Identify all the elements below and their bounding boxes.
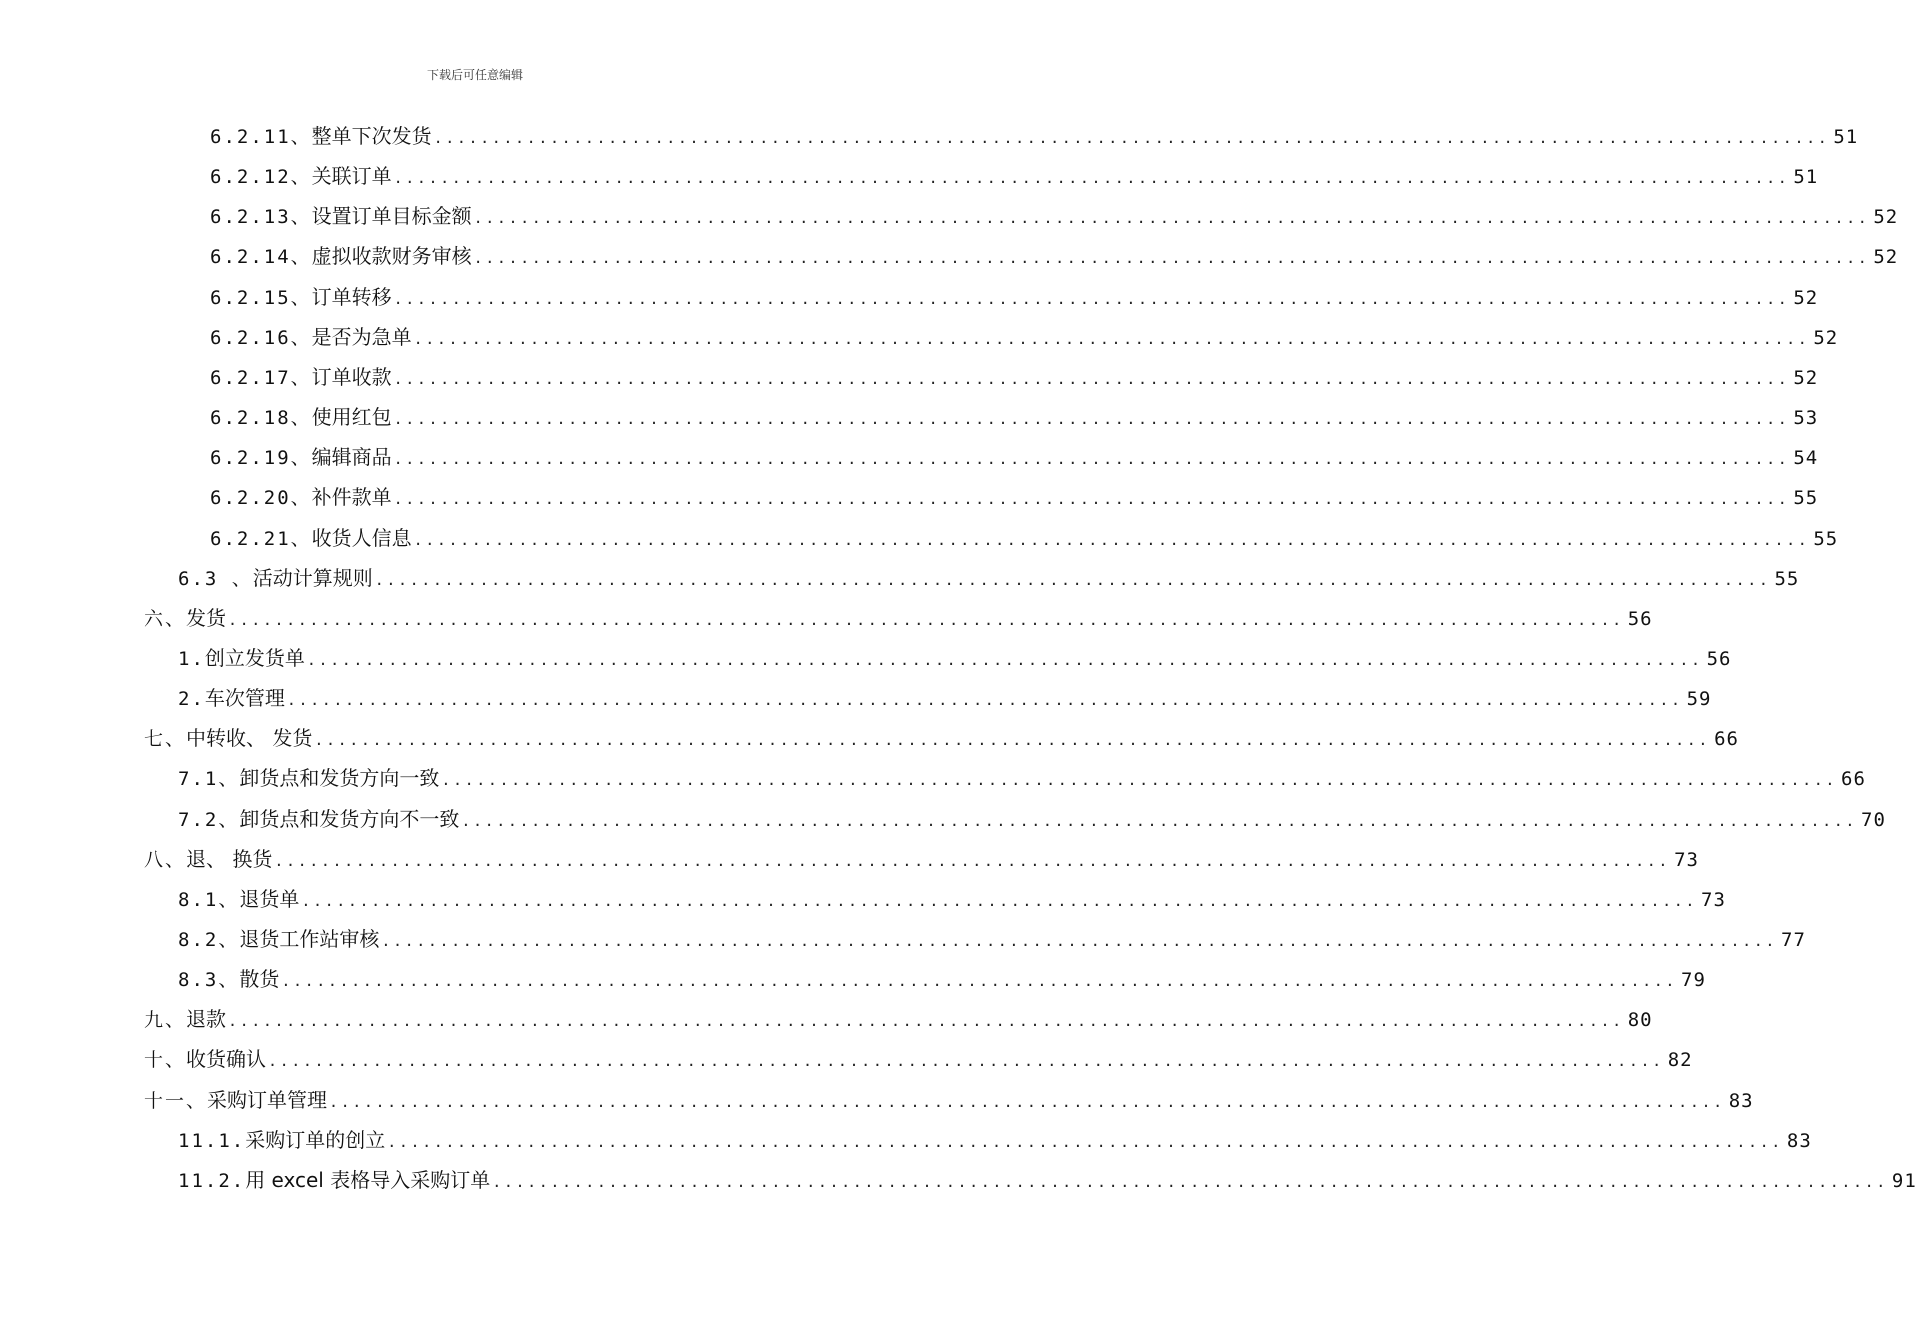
toc-entry-title: 散货	[239, 967, 280, 992]
toc-entry[interactable]	[178, 1160, 1917, 1200]
toc-dot-leader: ........................................................................................................................	[329, 1092, 1725, 1111]
toc-dot-leader: ........................................................................................................................	[461, 811, 1858, 830]
toc-dot-leader: ........................................................................................................................	[286, 691, 1683, 710]
toc-entry-page-number: 77	[1781, 929, 1806, 951]
toc-entry[interactable]	[210, 437, 1819, 477]
toc-dot-leader: ........................................................................................................................	[268, 1052, 1664, 1071]
toc-dot-leader: ........................................................................................................................	[473, 209, 1870, 228]
toc-dot-leader: ........................................................................................................................	[374, 570, 1771, 589]
toc-entry-title: 整单下次发货	[311, 124, 432, 148]
toc-entry-title: 订单收款	[311, 364, 392, 389]
toc-entry-title: 订单转移	[311, 284, 392, 309]
toc-entry-title: 是否为急单	[311, 324, 412, 349]
toc-dot-leader: ........................................................................................................................	[301, 891, 1698, 910]
toc-entry-number: 8.3、	[178, 969, 240, 992]
toc-entry[interactable]	[178, 959, 1706, 999]
toc-entry-number: 11.2.	[178, 1169, 246, 1192]
toc-entry[interactable]	[178, 758, 1866, 798]
toc-dot-leader: ........................................................................................................................	[413, 329, 1810, 348]
toc-entry-page-number: 55	[1813, 527, 1839, 550]
toc-entry-number: 十、	[144, 1049, 187, 1072]
toc-dot-leader: ........................................................................................................................	[413, 530, 1810, 549]
toc-entry-page-number: 73	[1674, 848, 1699, 871]
toc-dot-leader: ........................................................................................................................	[393, 450, 1790, 469]
toc-entry-page-number: 52	[1793, 366, 1819, 389]
toc-dot-leader: ........................................................................................................................	[393, 490, 1790, 509]
toc-dot-leader: ........................................................................................................................	[393, 410, 1790, 429]
toc-entry[interactable]	[178, 919, 1806, 959]
toc-entry-page-number: 91	[1891, 1169, 1917, 1192]
toc-dot-leader: ........................................................................................................................	[473, 249, 1870, 268]
toc-entry-number: 11.1.	[178, 1129, 246, 1152]
toc-entry-page-number: 55	[1793, 487, 1819, 510]
toc-entry-title: 补件款单	[311, 485, 392, 510]
toc-dot-leader: ........................................................................................................................	[441, 771, 1838, 790]
toc-dot-leader: ........................................................................................................................	[228, 1012, 1624, 1031]
toc-dot-leader: ........................................................................................................................	[393, 369, 1790, 388]
toc-entry-number: 6.2.13、	[210, 206, 312, 229]
toc-entry-page-number: 66	[1714, 728, 1739, 751]
page-header-note: 下载后可任意编辑	[426, 68, 523, 82]
toc-entry-title: 退款	[186, 1007, 227, 1032]
toc-entry-title: 用 excel 表格导入采购订单	[245, 1167, 491, 1192]
toc-entry-title: 卸货点和发货方向不一致	[239, 806, 460, 831]
toc-entry-title: 卸货点和发货方向一致	[239, 766, 440, 791]
toc-entry-title: 关联订单	[311, 164, 392, 189]
toc-entry-number: 6.2.20、	[210, 487, 312, 510]
toc-dot-leader: ........................................................................................................................	[492, 1172, 1888, 1191]
toc-dot-leader: ........................................................................................................................	[393, 289, 1790, 308]
toc-dot-leader: ........................................................................................................................	[228, 610, 1624, 629]
toc-entry-title: 收货人信息	[311, 525, 412, 550]
toc-entry-page-number: 52	[1873, 206, 1899, 229]
toc-entry-title: 活动计算规则	[252, 565, 373, 590]
toc-entry-title: 采购订单管理	[207, 1087, 328, 1112]
toc-entry[interactable]	[210, 397, 1819, 437]
toc-entry[interactable]	[210, 236, 1899, 276]
toc-entry-number: 八、	[144, 848, 187, 871]
toc-entry-number: 2.	[178, 688, 205, 711]
toc-entry-page-number: 52	[1873, 246, 1899, 269]
toc-entry-page-number: 82	[1667, 1049, 1693, 1072]
toc-entry-title: 退货单	[239, 886, 300, 911]
toc-entry-number: 6.3 、	[178, 567, 253, 590]
toc-entry-title: 车次管理	[204, 686, 285, 711]
toc-entry[interactable]	[144, 598, 1653, 638]
toc-entry-number: 7.1、	[178, 768, 240, 791]
toc-dot-leader: ........................................................................................................................	[281, 972, 1678, 991]
toc-entry[interactable]	[210, 317, 1839, 357]
toc-entry[interactable]	[178, 558, 1800, 598]
toc-entry-page-number: 83	[1728, 1089, 1754, 1112]
toc-entry-number: 6.2.12、	[210, 166, 312, 189]
toc-entry-number: 6.2.18、	[210, 407, 312, 430]
toc-entry-page-number: 51	[1833, 126, 1859, 148]
toc-entry-page-number: 73	[1701, 888, 1726, 911]
toc-entry-page-number: 56	[1627, 607, 1653, 630]
toc-entry-number: 七、	[144, 728, 187, 751]
toc-entry-title: 发货	[186, 605, 227, 630]
toc-entry-page-number: 53	[1793, 407, 1819, 430]
toc-entry-number: 6.2.19、	[210, 447, 312, 470]
toc-entry-title: 编辑商品	[311, 445, 392, 470]
toc-dot-leader: ........................................................................................................................	[387, 1132, 1783, 1151]
toc-entry[interactable]	[144, 718, 1739, 758]
toc-entry[interactable]	[144, 999, 1653, 1039]
toc-entry-title: 采购订单的创立	[245, 1127, 386, 1152]
toc-entry-number: 九、	[144, 1009, 187, 1032]
toc-entry-number: 6.2.11、	[210, 126, 312, 148]
toc-entry[interactable]	[144, 1039, 1693, 1079]
toc-entry-page-number: 59	[1686, 688, 1712, 711]
toc-entry[interactable]	[178, 678, 1712, 718]
toc-entry-title: 收货确认	[186, 1047, 267, 1072]
toc-entry-page-number: 54	[1793, 447, 1819, 470]
toc-entry-page-number: 70	[1861, 808, 1886, 831]
toc-entry-page-number: 52	[1813, 326, 1839, 349]
toc-entry[interactable]	[178, 879, 1726, 919]
toc-entry-page-number: 80	[1627, 1009, 1653, 1032]
toc-entry-number: 6.2.16、	[210, 326, 312, 349]
toc-entry[interactable]	[210, 357, 1819, 397]
toc-entry[interactable]	[178, 799, 1886, 839]
toc-entry-page-number: 83	[1786, 1129, 1812, 1152]
toc-dot-leader: ........................................................................................................................	[433, 129, 1830, 147]
toc-entry-page-number: 51	[1793, 166, 1819, 189]
toc-entry-page-number: 66	[1841, 768, 1866, 791]
toc-entry-number: 1.	[178, 647, 205, 670]
toc-entry-number: 6.2.21、	[210, 527, 312, 550]
toc-entry-number: 6.2.15、	[210, 286, 312, 309]
toc-entry[interactable]	[210, 477, 1819, 517]
toc-entry[interactable]	[210, 277, 1819, 317]
toc-entry-page-number: 55	[1774, 567, 1800, 590]
toc-entry-number: 六、	[144, 607, 187, 630]
toc-dot-leader: ........................................................................................................................	[314, 731, 1711, 750]
toc-entry-page-number: 56	[1706, 647, 1732, 670]
toc-entry[interactable]	[210, 518, 1839, 558]
toc-entry[interactable]	[144, 839, 1699, 879]
toc-entry[interactable]	[210, 156, 1819, 196]
toc-entry-title: 使用红包	[311, 405, 392, 430]
toc-entry-number: 7.2、	[178, 808, 240, 831]
toc-entry-number: 6.2.17、	[210, 366, 312, 389]
toc-entry-title: 设置订单目标金额	[311, 204, 472, 229]
toc-dot-leader: ........................................................................................................................	[274, 851, 1671, 870]
toc-entry[interactable]	[178, 638, 1732, 678]
toc-entry[interactable]	[144, 1080, 1754, 1120]
toc-entry-title: 退、 换货	[186, 846, 273, 871]
toc-entry-page-number: 52	[1793, 286, 1819, 309]
toc-entry-number: 6.2.14、	[210, 246, 312, 269]
toc-entry[interactable]	[210, 196, 1899, 236]
toc-entry-page-number: 79	[1681, 969, 1706, 992]
toc-entry-number: 8.1、	[178, 888, 240, 911]
toc-entry-title: 退货工作站审核	[239, 927, 380, 951]
toc-entry-title: 创立发货单	[204, 645, 305, 670]
toc-entry[interactable]	[178, 1120, 1812, 1160]
toc-entry[interactable]	[210, 116, 1859, 156]
toc-entry-number: 8.2、	[178, 929, 240, 951]
toc-dot-leader: ........................................................................................................................	[393, 169, 1790, 188]
toc-entry-title: 虚拟收款财务审核	[311, 244, 472, 269]
toc-entry-number: 十一、	[144, 1089, 208, 1112]
toc-dot-leader: ........................................................................................................................	[306, 650, 1703, 669]
toc-dot-leader: ........................................................................................................................	[381, 932, 1778, 950]
toc-entry-title: 中转收、 发货	[186, 726, 313, 751]
